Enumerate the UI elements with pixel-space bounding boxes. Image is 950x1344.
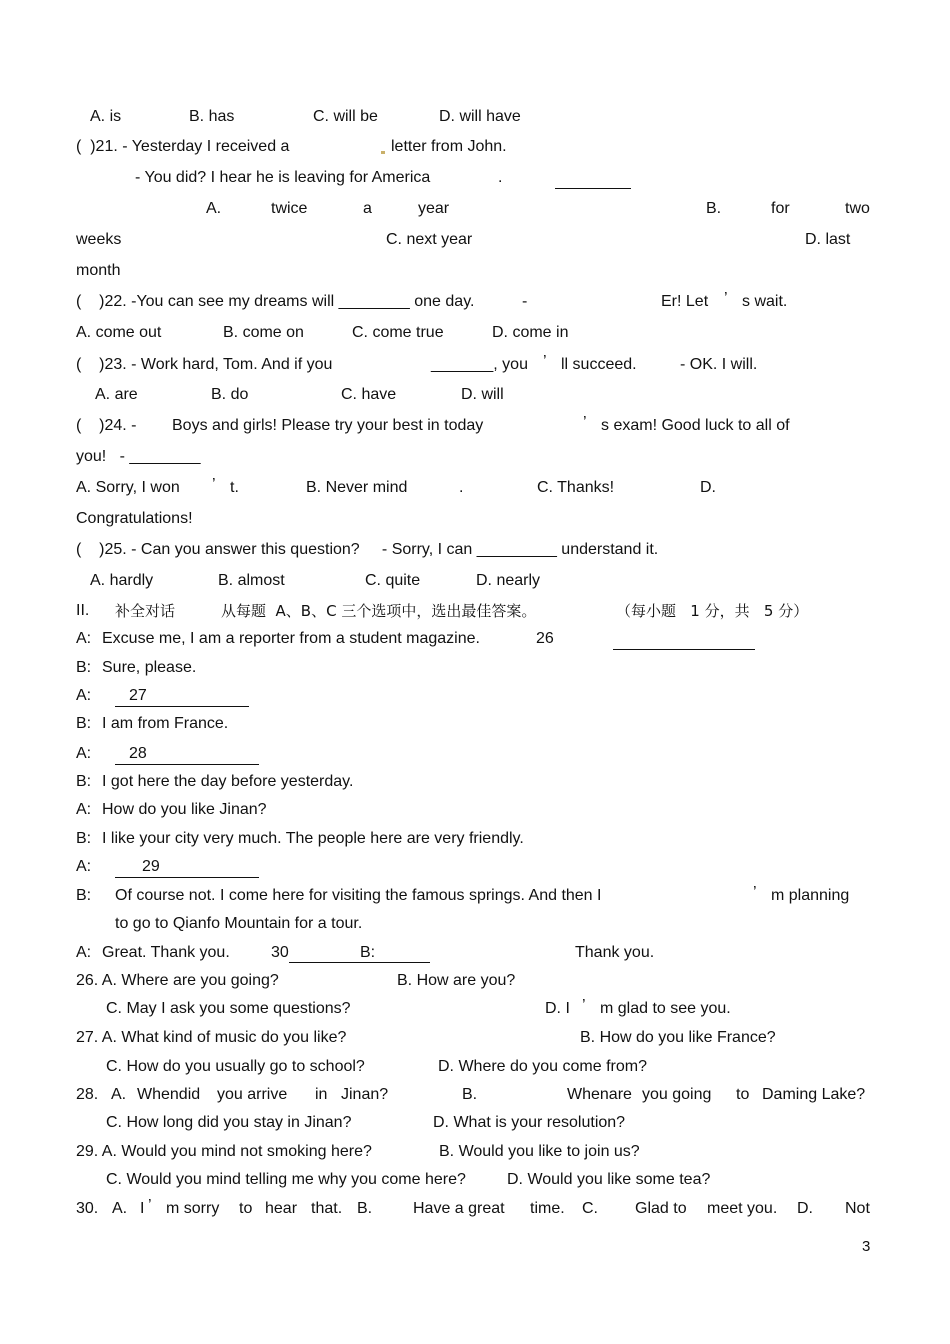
q23-option-d: D. will [461,386,504,403]
q21-answer-blank [555,188,631,189]
q28-word: Whendid [137,1086,201,1103]
section-instructions: 从每题 A、B、C 三个选项中，选出最佳答案。 [221,602,537,620]
section-title: 补全对话 [115,602,176,620]
q26-option-d-apostrophe: ’ [582,997,586,1014]
q21-reply-end: . [498,169,503,186]
q30-word: Not [845,1200,870,1217]
q23-stem: ( )23. - Work hard, Tom. And if you [76,356,333,373]
dialogue-line-tail: m planning [771,887,850,904]
q30-word: to [239,1200,253,1217]
q22-option-b: B. come on [223,324,304,341]
q21-option-b-letter: B. [706,200,722,217]
q30-word: that. [311,1200,343,1217]
q30-word: C. [582,1200,598,1217]
q20-option-a: A. is [90,108,122,125]
q26-option-a: 26. A. Where are you going? [76,972,279,989]
speaker-label: B: [76,830,92,847]
q24-stem: Boys and girls! Please try your best in today [172,417,484,434]
answer-blank-26 [613,649,755,650]
speaker-label: B: [76,659,92,676]
q21-option-d-cont: month [76,262,121,279]
q23-option-b: B. do [211,386,249,403]
speaker-label: A: [76,801,92,818]
q26-option-b: B. How are you? [397,972,516,989]
speaker-label: B: [76,715,92,732]
q23-apostrophe: ’ [543,353,547,370]
q21-option-a-word2: a [363,200,372,217]
q27-option-b: B. How do you like France? [580,1029,776,1046]
q22-option-a: A. come out [76,324,162,341]
blank-number-29: 29 [115,857,259,878]
q24-option-a-tail: t. [230,479,239,496]
q28-word: Whenare [567,1086,632,1103]
blank-number-26: 26 [536,630,554,647]
speaker-label: A: [76,944,92,961]
speaker-label: A: [76,687,92,704]
speaker-label: B: [76,887,92,904]
q30-word: D. [797,1200,813,1217]
q24-option-b-tail: . [459,479,464,496]
q28-word: to [736,1086,750,1103]
dialogue-line: I got here the day before yesterday. [102,773,354,790]
q29-option-b: B. Would you like to join us? [439,1143,640,1160]
q24-option-c: C. Thanks! [537,479,615,496]
dialogue-apostrophe: ’ [753,884,757,901]
q22-option-d: D. come in [492,324,569,341]
q30-word: m sorry [166,1200,220,1217]
q21-stem-tail: letter from John. [391,138,507,155]
q23-option-a: A. are [95,386,138,403]
speaker-label: B: [76,773,92,790]
q28-word: in [315,1086,328,1103]
q28-option-c: C. How long did you stay in Jinan? [106,1114,352,1131]
dialogue-line: Great. Thank you. [102,944,230,961]
q28-word: B. [462,1086,478,1103]
q21-option-a-word3: year [418,200,450,217]
q24-stem-cont: you! - ________ [76,448,201,465]
q30-word: time. [530,1200,565,1217]
speaker-label: A: [76,630,92,647]
q28-word: you arrive [217,1086,288,1103]
q21-option-c: C. next year [386,231,473,248]
q26-option-d: D. I [545,1000,570,1017]
q24-option-d-cont: Congratulations! [76,510,193,527]
q22-reply-tail: s wait. [742,293,788,310]
q22-stem: ( )22. -You can see my dreams will ________ one day. [76,293,475,310]
q26-option-d-tail: m glad to see you. [600,1000,731,1017]
dialogue-line-cont: to go to Qianfo Mountain for a tour. [115,915,363,932]
q29-option-a: 29. A. Would you mind not smoking here? [76,1143,372,1160]
q23-reply: - OK. I will. [680,356,758,373]
q25-option-d: D. nearly [476,572,541,589]
blank-number-28: 28 [115,744,259,765]
q27-option-a: 27. A. What kind of music do you like? [76,1029,347,1046]
dialogue-line: I am from France. [102,715,229,732]
q24-option-a: A. Sorry, I won [76,479,180,496]
section-score: （每小题 1 分，共 5 分） [616,602,809,620]
q30-number: 30. [76,1200,99,1217]
q30-word: B. [357,1200,373,1217]
q23-stem-tail: ll succeed. [561,356,637,373]
q25-option-c: C. quite [365,572,421,589]
q28-number: 28. [76,1086,99,1103]
q23-blank: _______, you [431,356,528,373]
q28-word: A. [111,1086,127,1103]
q27-option-d: D. Where do you come from? [438,1058,647,1075]
speaker-label: A: [76,745,92,762]
q30-word: I [140,1200,145,1217]
q20-option-c: C. will be [313,108,378,125]
q24-option-b: B. Never mind [306,479,408,496]
q23-option-c: C. have [341,386,397,403]
q21-stem: ( )21. - Yesterday I received a [76,138,290,155]
q28-word: you going [642,1086,712,1103]
q24-option-d: D. [700,479,716,496]
q28-option-d: D. What is your resolution? [433,1114,626,1131]
dialogue-line: Excuse me, I am a reporter from a student magazine. [102,630,480,647]
q25-option-b: B. almost [218,572,285,589]
q25-stem: ( )25. - Can you answer this question? - Sorry, I can _________ understand it. [76,541,659,558]
q21-option-d: D. last [805,231,851,248]
dialogue-line: How do you like Jinan? [102,801,267,818]
q22-reply: Er! Let [661,293,709,310]
page-number: 3 [862,1238,871,1255]
q30-word: Have a great [413,1200,505,1217]
q21-option-b-word2: two [845,200,870,217]
speaker-label: A: [76,858,92,875]
blank-number-27: 27 [115,686,249,707]
q30-word: Glad to [635,1200,687,1217]
q21-option-b-word1: for [771,200,790,217]
section-number: II. [76,602,90,619]
dialogue-line-tail: Thank you. [575,944,655,961]
dialogue-line: Sure, please. [102,659,197,676]
q30-apostrophe: ’ [148,1197,152,1214]
q30-word: hear [265,1200,298,1217]
q22-apostrophe: ’ [724,290,728,307]
dialogue-line: Of course not. I come here for visiting the famous springs. And then I [115,887,602,904]
q21-option-b-word3: weeks [76,231,122,248]
q24-stem-tail: s exam! Good luck to all of [601,417,790,434]
q30-word: meet you. [707,1200,778,1217]
q21-option-a-word1: twice [271,200,308,217]
q28-word: Jinan? [341,1086,389,1103]
dialogue-line: I like your city very much. The people here are very friendly. [102,830,524,847]
q20-option-d: D. will have [439,108,521,125]
q25-option-a: A. hardly [90,572,154,589]
q29-option-c: C. Would you mind telling me why you come here? [106,1171,466,1188]
q24-number: ( )24. - [76,417,137,434]
q27-option-c: C. How do you usually go to school? [106,1058,365,1075]
q21-option-a-letter: A. [206,200,222,217]
q20-option-b: B. has [189,108,235,125]
speaker-label-b: B: [360,944,376,961]
q28-word: Daming Lake? [762,1086,866,1103]
q30-word: A. [112,1200,128,1217]
q22-option-c: C. come true [352,324,444,341]
q21-reply: - You did? I hear he is leaving for America [135,169,431,186]
q22-dash: - [522,293,528,310]
q29-option-d: D. Would you like some tea? [507,1171,711,1188]
speck-mark [381,151,385,154]
q24-option-a-apostrophe: ’ [212,476,216,493]
q26-option-c: C. May I ask you some questions? [106,1000,351,1017]
blank-number-30: 30 [271,944,289,961]
q24-apostrophe: ’ [583,414,587,431]
